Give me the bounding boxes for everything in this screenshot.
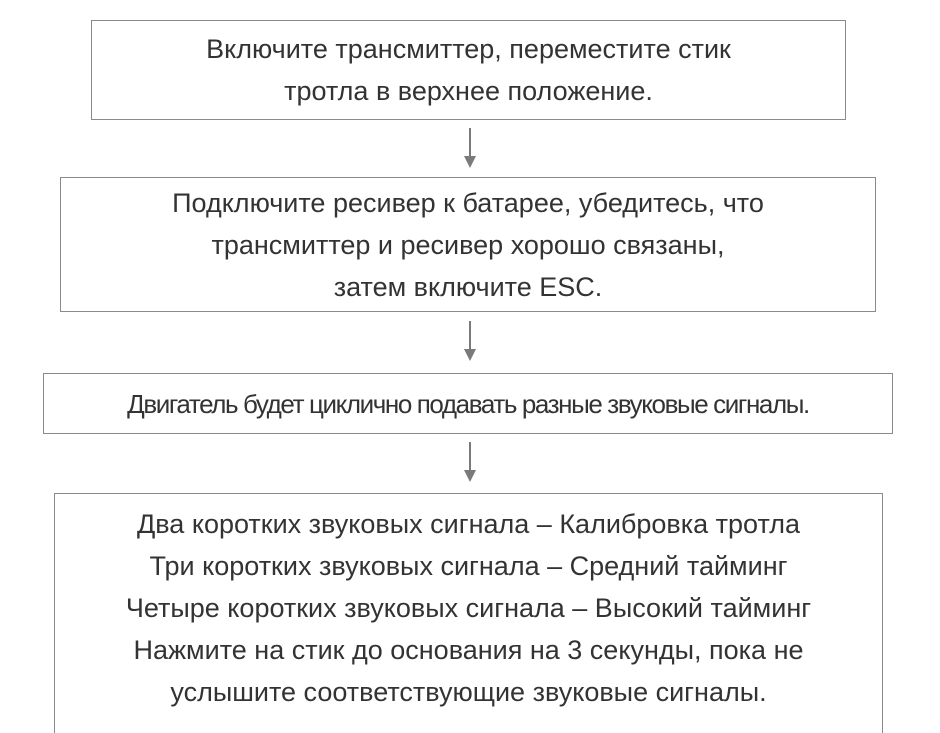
flow-arrow-2 — [460, 321, 480, 363]
step-4-line-2: Три коротких звуковых сигнала – Средний тайминг — [149, 551, 788, 581]
step-4-line-3: Четыре коротких звуковых сигнала – Высокий тайминг — [125, 593, 812, 623]
arrow-down-icon — [460, 321, 480, 363]
flow-arrow-1 — [460, 128, 480, 170]
step-1-line-2: тротла в верхнее положение. — [284, 76, 653, 106]
step-3-line-1: Двигатель будет циклично подавать разные звуковые сигналы. — [127, 388, 809, 419]
flow-step-4-box — [54, 493, 883, 733]
arrow-down-icon — [460, 128, 480, 170]
step-2-line-3: затем включите ESC. — [333, 271, 603, 302]
flow-step-1-box — [91, 20, 846, 120]
flow-step-2-box — [60, 177, 876, 312]
step-2-line-1: Подключите ресивер к батарее, убедитесь, что — [172, 187, 764, 218]
flow-step-3-box — [43, 373, 893, 434]
step-4-line-4: Нажмите на стик до основания на 3 секунды, пока не — [133, 635, 804, 665]
arrow-down-icon — [460, 442, 480, 484]
step-2-line-2: трансмиттер и ресивер хорошо связаны, — [211, 229, 725, 260]
step-4-line-1: Два коротких звуковых сигнала – Калибровка тротла — [136, 509, 801, 539]
step-4-line-5: услышите соответствующие звуковые сигналы. — [170, 677, 767, 707]
flow-arrow-3 — [460, 442, 480, 484]
step-1-line-1: Включите трансмиттер, переместите стик — [206, 34, 731, 64]
